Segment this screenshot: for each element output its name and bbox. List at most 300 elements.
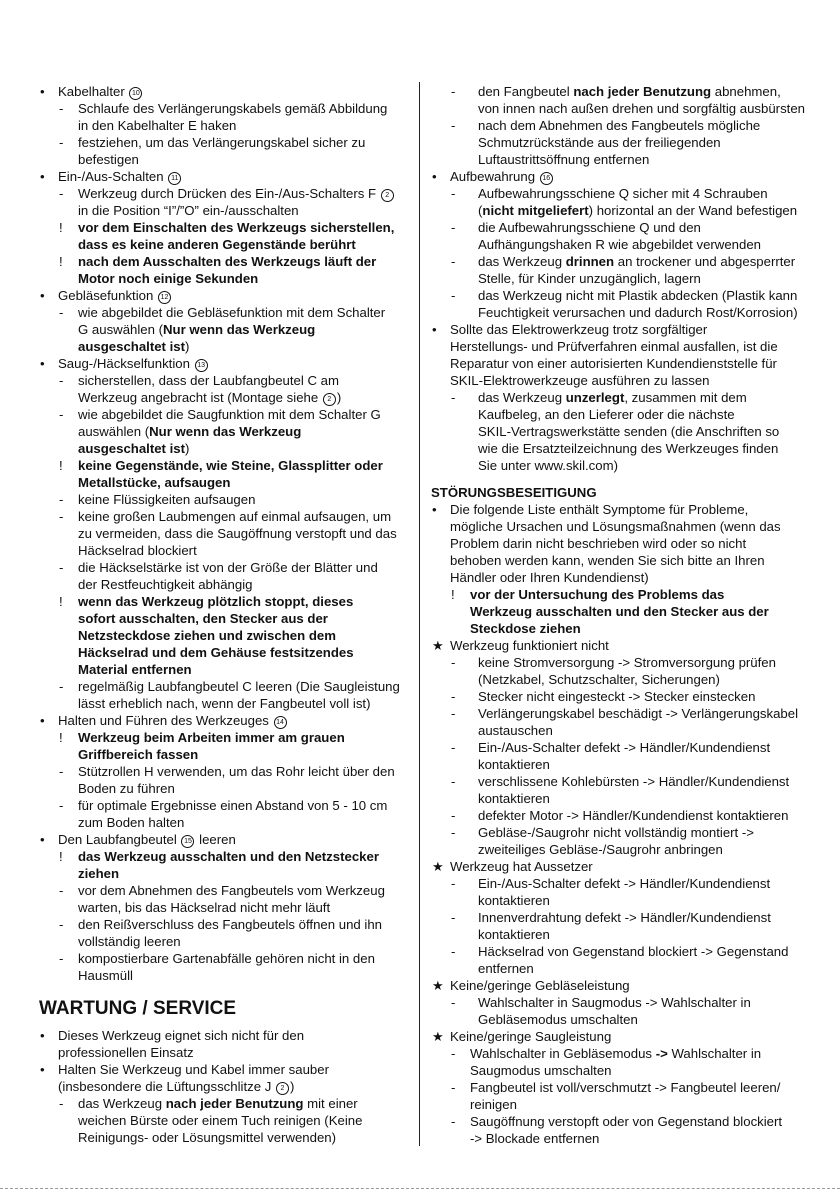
dash-item [38, 797, 410, 814]
text: kontaktieren [478, 791, 550, 806]
text: kontaktieren [478, 757, 550, 772]
warning-marker: ! [59, 458, 63, 473]
text: ) [185, 339, 190, 354]
dash-marker: - [451, 118, 456, 133]
text: Verlängerungskabel beschädigt -> Verlängerungskabel [478, 706, 799, 721]
warning-item [38, 253, 410, 270]
text-line [430, 372, 802, 389]
bold-text: ausgeschaltet ist [78, 441, 186, 456]
text: Herstellungs- und Prüfverfahren einmal ausfallen, ist die [450, 339, 778, 354]
text: (insbesondere die Lüftungsschlitze J [58, 1079, 275, 1094]
text-line [38, 627, 410, 644]
warning-item [38, 219, 410, 236]
text: Wahlschalter in [667, 1046, 762, 1061]
dash-item [38, 1095, 410, 1112]
dash-item [430, 654, 802, 671]
dash-marker: - [451, 706, 456, 721]
text-line [38, 576, 410, 593]
text-line [38, 270, 410, 287]
text: vor dem Abnehmen des Fangbeutels vom Werkzeug [78, 883, 385, 898]
text-line [430, 892, 802, 909]
circled-number: 10 [129, 87, 142, 100]
text-line [38, 644, 410, 661]
dash-marker: - [451, 390, 456, 405]
text: Stützrollen H verwenden, um das Rohr leicht über den [78, 764, 395, 779]
text: SKIL-Elektrowerkzeuge ausführen zu lassen [450, 373, 710, 388]
bold-text: vor dem Einschalten des Werkzeugs sicherstellen, [78, 220, 395, 235]
text: der Restfeuchtigkeit abhängig [78, 577, 253, 592]
bold-text: nach jeder Benutzung [165, 1096, 304, 1111]
text-line [430, 134, 802, 151]
star-marker: ★ [432, 1029, 444, 1044]
warning-marker: ! [59, 849, 63, 864]
text: regelmäßig Laubfangbeutel C leeren (Die Saugleistung [78, 679, 400, 694]
text: Schlaufe des Verlängerungskabels gemäß Abbildung [78, 101, 388, 116]
text: Reparatur von einer autorisierten Kundendienststelle für [450, 356, 777, 371]
bold-text: nach dem Ausschalten des Werkzeugs läuft der [78, 254, 377, 269]
star-item [430, 858, 802, 875]
dash-item [430, 253, 802, 270]
circled-number: 2 [381, 189, 394, 202]
text-line [38, 542, 410, 559]
text: befestigen [78, 152, 139, 167]
dash-marker: - [451, 1114, 456, 1129]
text: auswählen ( [78, 424, 150, 439]
text: Häckselrad von Gegenstand blockiert -> Gegenstand [478, 944, 789, 959]
bullet-marker: • [40, 832, 45, 847]
bold-text: Netzsteckdose ziehen und zwischen dem [78, 628, 336, 643]
text: das Werkzeug nicht mit Plastik abdecken (Plastik kann [478, 288, 798, 303]
warning-item [38, 457, 410, 474]
text-line [38, 440, 410, 457]
text: Saugöffnung verstopft oder von Gegenstand blockiert [470, 1114, 783, 1129]
text: von innen nach außen drehen und sorgfältig ausbürsten [478, 101, 805, 116]
text: Kabelhalter [58, 84, 129, 99]
text-line [38, 1129, 410, 1146]
warning-item [430, 586, 802, 603]
text-line [38, 1112, 410, 1129]
dash-item [430, 688, 802, 705]
text-line [38, 474, 410, 491]
dash-item [38, 372, 410, 389]
text: (Netzkabel, Schutzschalter, Sicherungen) [478, 672, 720, 687]
text: Ein-/Aus-Schalter defekt -> Händler/Kundendienst [478, 740, 771, 755]
text-line [430, 841, 802, 858]
text: ) [185, 441, 190, 456]
text: mögliche Ursachen und Lösungsmaßnahmen (wenn das [450, 519, 781, 534]
warning-item [38, 729, 410, 746]
bullet-marker: • [40, 1028, 45, 1043]
text-line [430, 440, 802, 457]
bold-text: vor der Untersuchung des Problems das [470, 587, 725, 602]
bold-text: ausgeschaltet ist [78, 339, 186, 354]
bold-text: keine Gegenstände, wie Steine, Glassplitter oder [78, 458, 383, 473]
text-line [430, 236, 802, 253]
text: Sollte das Elektrowerkzeug trotz sorgfältiger [450, 322, 708, 337]
text: Feuchtigkeit verursachen und dadurch Rost/Korrosion) [478, 305, 798, 320]
dash-item [430, 875, 802, 892]
dash-item [38, 304, 410, 321]
text-line [430, 355, 802, 372]
text: das Werkzeug [78, 1096, 166, 1111]
dash-item [38, 950, 410, 967]
bold-text: Motor noch einige Sekunden [78, 271, 259, 286]
dash-marker: - [451, 689, 456, 704]
text: Stelle, für Kinder unzugänglich, lagern [478, 271, 701, 286]
right-column [430, 83, 805, 1147]
dash-marker: - [59, 679, 64, 694]
text-line [38, 899, 410, 916]
bold-text: sofort ausschalten, den Stecker aus der [78, 611, 328, 626]
bold-text: ziehen [78, 866, 120, 881]
dash-marker: - [59, 798, 64, 813]
dash-marker: - [59, 509, 64, 524]
dash-marker: - [59, 951, 64, 966]
text: Sie unter www.skil.com) [478, 458, 618, 473]
page-bottom-rule [0, 1188, 840, 1189]
text: zweiteiliges Gebläse-/Saugrohr anbringen [478, 842, 723, 857]
text-line [430, 270, 802, 287]
bold-text: Steckdose ziehen [470, 621, 581, 636]
text: Wahlschalter in Saugmodus -> Wahlschalter in [478, 995, 751, 1010]
text: wie abgebildet die Gebläsefunktion mit dem Schalter [78, 305, 386, 320]
dash-marker: - [451, 910, 456, 925]
text-line [38, 865, 410, 882]
warning-marker: ! [59, 594, 63, 609]
dash-marker: - [451, 220, 456, 235]
dash-item [430, 287, 802, 304]
text: Schmutzrückstände aus der freiliegenden [478, 135, 721, 150]
bullet-item [38, 355, 410, 372]
circled-number: 13 [195, 359, 208, 372]
text-line [38, 389, 410, 406]
text: kontaktieren [478, 893, 550, 908]
dash-item [38, 678, 410, 695]
text-line [430, 1011, 802, 1028]
dash-marker: - [451, 1080, 456, 1095]
dash-item [430, 739, 802, 756]
text: für optimale Ergebnisse einen Abstand von 5 - 10 cm [78, 798, 388, 813]
bullet-marker: • [40, 84, 45, 99]
column-divider [419, 82, 420, 1146]
text: Stecker nicht eingesteckt -> Stecker einstecken [478, 689, 756, 704]
dash-marker: - [59, 492, 64, 507]
bold-text: Häckselrad und dem Gehäuse festsitzendes [78, 645, 354, 660]
text: G auswählen ( [78, 322, 164, 337]
dash-item [430, 773, 802, 790]
bullet-item [38, 831, 410, 848]
dash-item [38, 185, 410, 202]
dash-item [38, 100, 410, 117]
dash-marker: - [451, 254, 456, 269]
text: leeren [195, 832, 236, 847]
text: Gebläsemodus umschalten [478, 1012, 638, 1027]
text: abnehmen, [711, 84, 781, 99]
text-line [430, 722, 802, 739]
bullet-item [38, 1061, 410, 1078]
text: entfernen [478, 961, 534, 976]
dash-item [430, 1113, 802, 1130]
dash-marker: - [59, 373, 64, 388]
text: Ein-/Aus-Schalten [58, 169, 168, 184]
warning-marker: ! [59, 730, 63, 745]
text-line [430, 569, 802, 586]
dash-marker: - [59, 1096, 64, 1111]
text: die Aufbewahrungsschiene Q und den [478, 220, 701, 235]
text: Aufbewahrungsschiene Q sicher mit 4 Schrauben [478, 186, 768, 201]
dash-marker: - [451, 288, 456, 303]
bullet-marker: • [40, 169, 45, 184]
text: weichen Bürste oder einem Tuch reinigen (Keine [78, 1113, 363, 1128]
dash-marker: - [451, 995, 456, 1010]
text: Saugmodus umschalten [470, 1063, 612, 1078]
bullet-item [38, 1027, 410, 1044]
text-line [38, 1044, 410, 1061]
text-line [430, 1062, 802, 1079]
dash-marker: - [59, 186, 64, 201]
dash-marker: - [451, 825, 456, 840]
bold-text: Material entfernen [78, 662, 192, 677]
circled-number: 11 [168, 172, 181, 185]
text-line [38, 933, 410, 950]
text-line [38, 746, 410, 763]
bold-text: dass es keine anderen Gegenstände berührt [78, 237, 356, 252]
dash-item [38, 882, 410, 899]
text-line [430, 423, 802, 440]
text: lässt erheblich nach, wenn der Fangbeutel voll ist) [78, 696, 371, 711]
text-line [430, 518, 802, 535]
dash-marker: - [59, 560, 64, 575]
text: Werkzeug hat Aussetzer [450, 859, 593, 874]
star-item [430, 977, 802, 994]
text: den Reißverschluss des Fangbeutels öffnen und ihn [78, 917, 382, 932]
text: kompostierbare Gartenabfälle gehören nicht in den [78, 951, 375, 966]
text-line [430, 671, 802, 688]
dash-marker: - [451, 1046, 456, 1061]
text: professionellen Einsatz [58, 1045, 194, 1060]
left-column [38, 83, 410, 1146]
dash-item [430, 1079, 802, 1096]
text: Keine/geringe Gebläseleistung [450, 978, 630, 993]
circled-number: 12 [158, 291, 171, 304]
text: wie abgebildet die Saugfunktion mit dem Schalter G [78, 407, 381, 422]
dash-marker: - [451, 808, 456, 823]
text-line [38, 236, 410, 253]
text: an trockener und abgesperrter [614, 254, 796, 269]
dash-item [430, 909, 802, 926]
text: Werkzeug funktioniert nicht [450, 638, 609, 653]
dash-item [430, 705, 802, 722]
dash-item [430, 219, 802, 236]
dash-item [430, 943, 802, 960]
bullet-item [430, 321, 802, 338]
dash-item [430, 185, 802, 202]
text-line [430, 535, 802, 552]
text: vollständig leeren [78, 934, 181, 949]
dash-item [430, 807, 802, 824]
dash-item [430, 994, 802, 1011]
text: wie die Ersatzteilzeichnung des Werkzeuges finden [478, 441, 779, 456]
bullet-item [430, 168, 802, 185]
dash-item [430, 824, 802, 841]
text-line [38, 695, 410, 712]
text-line [430, 960, 802, 977]
text: Boden zu führen [78, 781, 175, 796]
section-heading [38, 997, 410, 1021]
text: Fangbeutel ist voll/verschmutzt -> Fangbeutel leeren/ [470, 1080, 781, 1095]
bold-text: nach jeder Benutzung [573, 84, 712, 99]
bullet-marker: • [40, 713, 45, 728]
text-line [430, 151, 802, 168]
bold-text: drinnen [565, 254, 615, 269]
text-line [430, 1130, 802, 1147]
bullet-marker: • [432, 502, 437, 517]
dash-item [38, 559, 410, 576]
text: warten, bis das Häckselrad nicht mehr läuft [78, 900, 331, 915]
text-line [38, 423, 410, 440]
text: Dieses Werkzeug eignet sich nicht für den [58, 1028, 305, 1043]
text-line [38, 525, 410, 542]
dash-marker: - [59, 917, 64, 932]
text: das Werkzeug [478, 254, 566, 269]
warning-item [38, 593, 410, 610]
text-line [38, 202, 410, 219]
text: zu vermeiden, dass die Saugöffnung verstopft und das [78, 526, 397, 541]
text: , zusammen mit dem [624, 390, 747, 405]
text: reinigen [470, 1097, 517, 1112]
text-line [430, 790, 802, 807]
dash-item [38, 406, 410, 423]
bullet-item [38, 287, 410, 304]
text-line [430, 100, 805, 117]
bold-text: Griffbereich fassen [78, 747, 199, 762]
text-line [38, 117, 410, 134]
text: nach dem Abnehmen des Fangbeutels mögliche [478, 118, 761, 133]
text-line [38, 967, 410, 984]
bold-text: das Werkzeug ausschalten und den Netzstecker [78, 849, 379, 864]
text: Saug-/Häckselfunktion [58, 356, 194, 371]
text-line [38, 338, 410, 355]
text: verschlissene Kohlebürsten -> Händler/Kundendienst [478, 774, 790, 789]
text: WARTUNG / SERVICE [39, 998, 237, 1019]
text: in die Position “I”/”O” ein-/ausschalten [78, 203, 299, 218]
dash-item [38, 491, 410, 508]
dash-marker: - [451, 84, 456, 99]
text: Aufbewahrung [450, 169, 539, 184]
dash-item [430, 83, 802, 100]
text: austauschen [478, 723, 553, 738]
dash-item [430, 389, 802, 406]
text: Händler oder Ihren Kundendienst) [450, 570, 649, 585]
text: Problem darin nicht beschrieben wird oder so nicht [450, 536, 747, 551]
text: Gebläsefunktion [58, 288, 157, 303]
bullet-item [38, 168, 410, 185]
bold-text: unzerlegt [565, 390, 625, 405]
star-marker: ★ [432, 638, 444, 653]
text-line [38, 780, 410, 797]
bullet-item [38, 83, 410, 100]
text: Halten Sie Werkzeug und Kabel immer sauber [58, 1062, 329, 1077]
dash-marker: - [451, 944, 456, 959]
dash-marker: - [451, 655, 456, 670]
bold-text: nicht mitgeliefert [482, 203, 589, 218]
text: Innenverdrahtung defekt -> Händler/Kundendienst [478, 910, 771, 925]
bullet-item [430, 501, 802, 518]
text-line [38, 814, 410, 831]
text: Luftaustrittsöffnung entfernen [478, 152, 650, 167]
text: Halten und Führen des Werkzeuges [58, 713, 273, 728]
dash-item [38, 763, 410, 780]
text: Reinigungs- oder Lösungsmittel verwenden) [78, 1130, 337, 1145]
dash-marker: - [59, 883, 64, 898]
text-line [430, 1096, 802, 1113]
bold-text: Nur wenn das Werkzeug [149, 424, 302, 439]
circled-number: 14 [274, 716, 287, 729]
text-line [430, 620, 802, 637]
text: Werkzeug angebracht ist (Montage siehe [78, 390, 322, 405]
dash-marker: - [59, 407, 64, 422]
text: STÖRUNGSBESEITIGUNG [431, 485, 597, 500]
star-marker: ★ [432, 859, 444, 874]
text: Werkzeug durch Drücken des Ein-/Aus-Schalters F [78, 186, 380, 201]
circled-number: 15 [181, 835, 194, 848]
star-marker: ★ [432, 978, 444, 993]
text: Die folgende Liste enthält Symptome für Probleme, [450, 502, 749, 517]
text: Häckselrad blockiert [78, 543, 197, 558]
text: die Häckselstärke ist von der Größe der Blätter und [78, 560, 378, 575]
warning-marker: ! [59, 254, 63, 269]
text: festziehen, um das Verlängerungskabel sicher zu [78, 135, 366, 150]
text-line [38, 661, 410, 678]
text: in den Kabelhalter E haken [78, 118, 237, 133]
text: mit einer [303, 1096, 358, 1111]
star-item [430, 637, 802, 654]
bold-text: -> [655, 1046, 668, 1061]
dash-marker: - [451, 876, 456, 891]
text: Gebläse-/Saugrohr nicht vollständig montiert -> [478, 825, 754, 840]
dash-item [38, 916, 410, 933]
text-line [430, 926, 802, 943]
text-line [38, 321, 410, 338]
text: ) horizontal an der Wand befestigen [588, 203, 798, 218]
text: ) [336, 390, 342, 405]
circled-number: 16 [540, 172, 553, 185]
dash-marker: - [59, 135, 64, 150]
warning-marker: ! [451, 587, 455, 602]
text: Keine/geringe Saugleistung [450, 1029, 612, 1044]
text-line [430, 756, 802, 773]
text: sicherstellen, dass der Laubfangbeutel C am [78, 373, 339, 388]
text-line [430, 338, 802, 355]
dash-item [38, 134, 410, 151]
text-line [430, 406, 802, 423]
text: defekter Motor -> Händler/Kundendienst kontaktieren [478, 808, 789, 823]
text: ( [478, 203, 483, 218]
text: Aufhängungshaken R wie abgebildet verwenden [478, 237, 762, 252]
dash-marker: - [59, 101, 64, 116]
text-line [430, 457, 802, 474]
dash-item [38, 508, 410, 525]
dash-marker: - [451, 774, 456, 789]
dash-marker: - [59, 764, 64, 779]
text: -> Blockade entfernen [470, 1131, 600, 1146]
text: behoben werden kann, wenden Sie sich bitte an Ihren [450, 553, 765, 568]
star-item [430, 1028, 802, 1045]
text-line [430, 552, 802, 569]
dash-marker: - [451, 740, 456, 755]
circled-number: 2 [276, 1082, 289, 1095]
text: Kaufbeleg, an den Lieferer oder die nächste [478, 407, 735, 422]
